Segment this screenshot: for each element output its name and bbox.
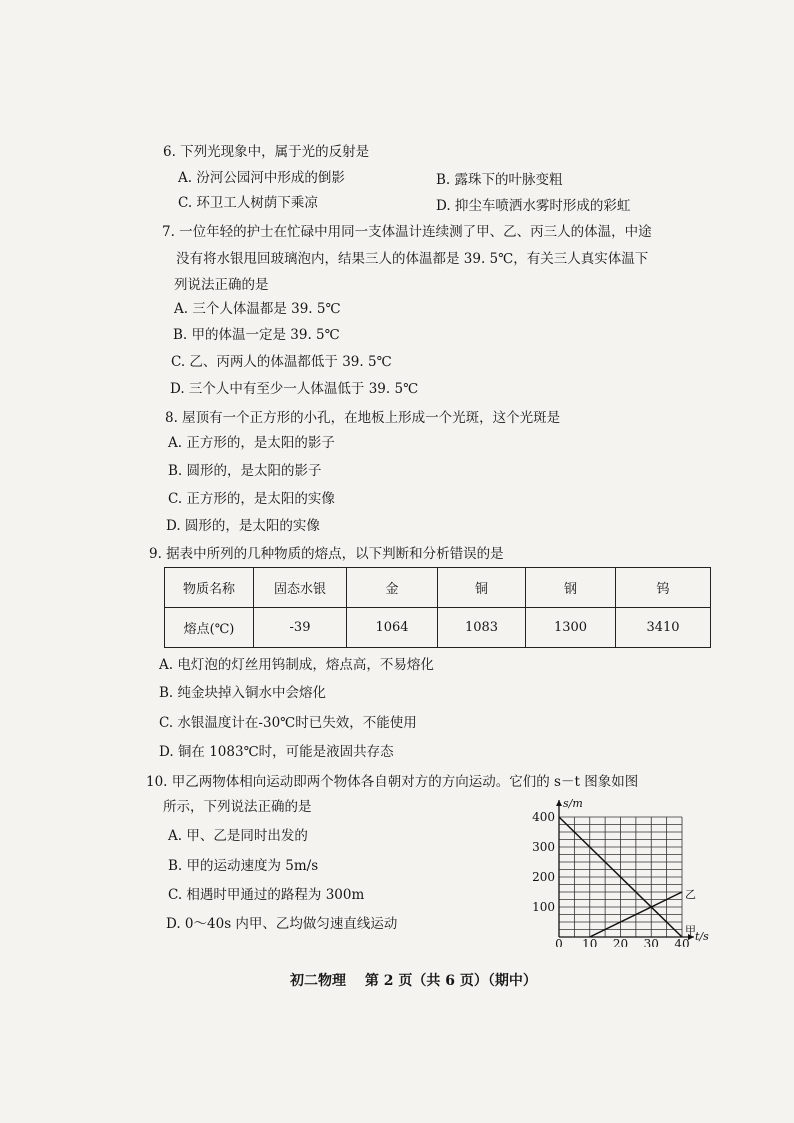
series-label: 乙 — [685, 888, 696, 901]
q10-stem-line2: 所示，下列说法正确的是 — [163, 799, 312, 815]
q7-option-d: D. 三个人中有至少一人体温低于 39. 5℃ — [170, 381, 419, 397]
x-axis-label: t/s — [695, 930, 709, 943]
x-tick-label: 0 — [555, 937, 563, 947]
table-cell: 3410 — [616, 608, 711, 648]
table-cell: 1300 — [526, 608, 616, 648]
y-tick-label: 300 — [532, 840, 555, 854]
q9-option-b: B. 纯金块掉入铜水中会熔化 — [159, 685, 327, 701]
q6-stem: 6. 下列光现象中，属于光的反射是 — [163, 144, 370, 160]
q6-option-d: D. 抑尘车喷洒水雾时形成的彩虹 — [436, 198, 631, 214]
q10-option-c: C. 相遇时甲通过的路程为 300m — [168, 887, 365, 903]
table-cell: 1064 — [347, 608, 438, 648]
q10-option-d: D. 0～40s 内甲、乙均做匀速直线运动 — [166, 916, 398, 932]
table-cell: 铜 — [438, 568, 526, 608]
s-t-graph — [526, 797, 726, 947]
table-cell: 钢 — [526, 568, 616, 608]
q8-stem: 8. 屋顶有一个正方形的小孔，在地板上形成一个光斑，这个光斑是 — [165, 410, 561, 426]
q7-stem-line3: 列说法正确的是 — [174, 277, 269, 293]
q7-stem-line2: 没有将水银甩回玻璃泡内，结果三人的体温都是 39. 5℃，有关三人真实体温下 — [176, 251, 649, 267]
y-tick-label: 100 — [532, 900, 555, 914]
q7-option-a: A. 三个人体温都是 39. 5℃ — [174, 301, 341, 317]
q7-option-b: B. 甲的体温一定是 39. 5℃ — [173, 327, 340, 343]
x-tick-label: 30 — [643, 937, 659, 947]
table-cell: -39 — [254, 608, 347, 648]
q9-option-d: D. 铜在 1083℃时，可能是液固共存态 — [159, 744, 394, 760]
series-label: 甲 — [685, 924, 696, 937]
table-header-row — [165, 568, 711, 608]
q10-stem-line1: 10. 甲乙两物体相向运动即两个物体各自朝对方的方向运动。它们的 s－t 图象如图 — [146, 774, 639, 790]
melting-point-table — [164, 567, 711, 648]
q8-option-b: B. 圆形的，是太阳的影子 — [168, 463, 322, 479]
q6-option-a: A. 汾河公园河中形成的倒影 — [178, 170, 345, 186]
q7-stem-line1: 7. 一位年轻的护士在忙碌中用同一支体温计连续测了甲、乙、丙三人的体温，中途 — [162, 224, 652, 240]
page-footer: 初二物理 第 2 页（共 6 页）（期中） — [290, 973, 537, 989]
table-cell: 熔点(℃) — [165, 608, 254, 648]
q6-option-b: B. 露珠下的叶脉变粗 — [436, 172, 563, 188]
q9-stem: 9. 据表中所列的几种物质的熔点，以下判断和分析错误的是 — [149, 546, 504, 562]
q8-option-c: C. 正方形的，是太阳的实像 — [168, 491, 335, 507]
y-tick-label: 200 — [532, 870, 555, 884]
q8-option-d: D. 圆形的，是太阳的实像 — [166, 518, 320, 534]
x-tick-label: 20 — [612, 937, 629, 947]
x-tick-label: 40 — [674, 937, 690, 947]
q6-option-c: C. 环卫工人树荫下乘凉 — [178, 195, 318, 211]
q10-option-b: B. 甲的运动速度为 5m/s — [168, 858, 319, 874]
table-row — [165, 608, 711, 648]
y-axis-arrow — [556, 800, 562, 806]
q7-option-c: C. 乙、丙两人的体温都低于 39. 5℃ — [171, 354, 392, 370]
q8-option-a: A. 正方形的，是太阳的影子 — [168, 435, 335, 451]
q9-option-a: A. 电灯泡的灯丝用钨制成，熔点高，不易熔化 — [159, 657, 434, 673]
q10-option-a: A. 甲、乙是同时出发的 — [168, 828, 308, 844]
table-cell: 物质名称 — [165, 568, 254, 608]
table-cell: 钨 — [616, 568, 711, 608]
y-axis-label: s/m — [563, 797, 583, 810]
table-cell: 固态水银 — [254, 568, 347, 608]
q9-option-c: C. 水银温度计在-30℃时已失效，不能使用 — [159, 715, 417, 731]
table-cell: 金 — [347, 568, 438, 608]
x-tick-label: 10 — [582, 937, 598, 947]
y-tick-label: 400 — [532, 810, 555, 824]
table-cell: 1083 — [438, 608, 526, 648]
